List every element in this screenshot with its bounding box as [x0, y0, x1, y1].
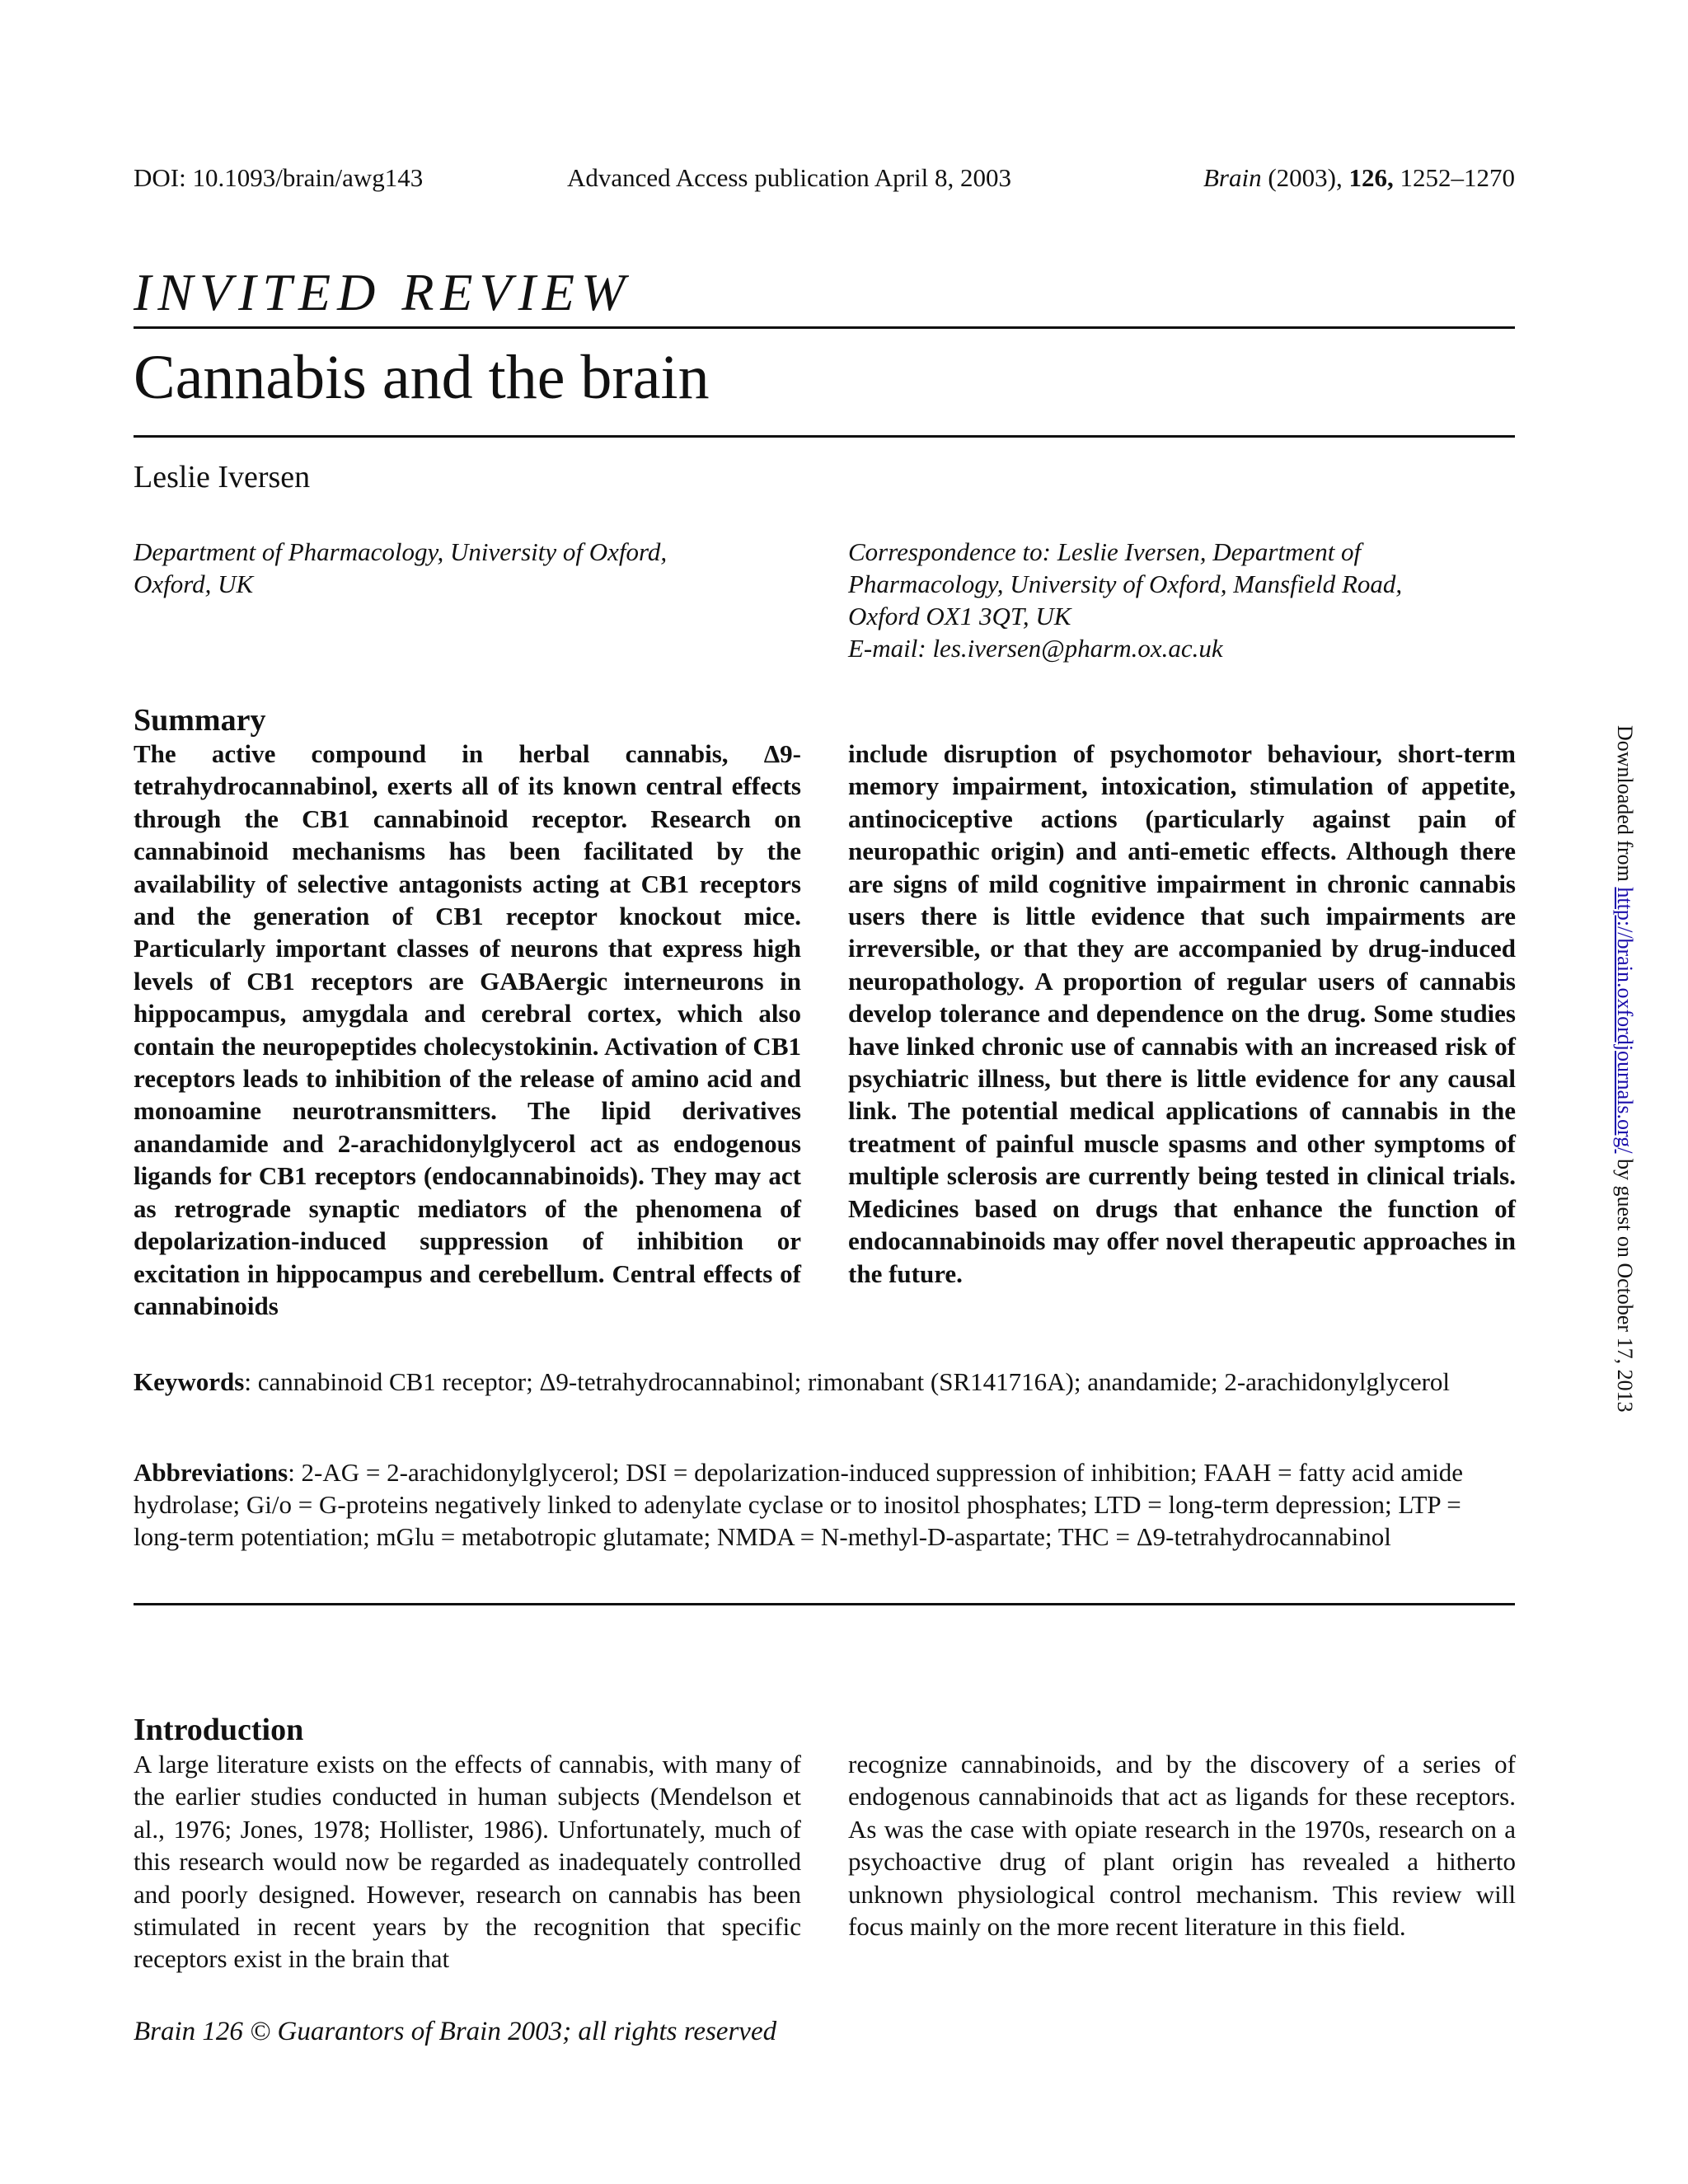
doi: DOI: 10.1093/brain/awg143 — [134, 163, 424, 192]
download-prefix: Downloaded from — [1613, 725, 1637, 888]
keywords-text: : cannabinoid CB1 receptor; Δ9-tetrahydrocannabinol; rimonabant (SR141716A); anandamide; 2-arachidonylglycerol — [244, 1367, 1451, 1396]
summary-col-2: include disruption of psychomotor behaviour, short-term memory impairment, intoxication, stimulation of appetite, antinociceptive actions (particularly against pain of neuropathic origin) and anti-emetic effects. Although there are signs of mild cognitive impairment in chronic cannabis users there is little evidence that such impairments are irreversible, or that they are accompanied by drug-induced neuropathology. A proportion of regular users of cannabis develop tolerance and dependence on the drug. Some studies have linked chronic use of cannabis with an increased risk of psychiatric illness, but there is little evidence for any causal link. The potential medical applications of cannabis in the treatment of painful muscle spasms and other symptoms of multiple sclerosis are currently being tested in clinical trials. Medicines based on drugs that enhance the function of endocannabinoids may offer novel therapeutic approaches in the future. — [848, 739, 1516, 1288]
journal-link[interactable]: http://brain.oxfordjournals.org/ — [1613, 887, 1637, 1154]
introduction-col-2: recognize cannabinoids, and by the discovery of a series of endogenous cannabinoids that act as ligands for these receptors. As was the case with opiate research in the 1970s, research on a psychoactive drug of plant origin has revealed a hitherto unknown physiological control mechanism. This review will focus mainly on the more recent literature in this field. — [848, 1750, 1516, 1942]
rule-top — [134, 326, 1515, 329]
citation — [1203, 163, 1515, 193]
page-title: Cannabis and the brain — [134, 343, 710, 412]
download-stamp — [1612, 725, 1637, 1413]
introduction-heading: Introduction — [134, 1713, 304, 1747]
abbreviations-label: Abbreviations — [134, 1458, 288, 1487]
affiliation: Department of Pharmacology, University of Oxford, Oxford, UK — [134, 537, 668, 598]
abbreviations-text: : 2-AG = 2-arachidonylglycerol; DSI = depolarization-induced suppression of inhibition; FAAH = fatty acid amide hydrolase; Gi/o = G-proteins negatively linked to adenylate cyclase or to inositol phosphates; LTD = long-term depression; LTP = long-term potentiation; mGlu = metabotropic glutamate; NMDA = N-methyl-D-aspartate; THC = Δ9-tetrahydrocannabinol — [134, 1458, 1464, 1551]
keywords — [134, 1366, 1515, 1398]
author: Leslie Iversen — [134, 460, 311, 494]
article-type: INVITED REVIEW — [134, 263, 632, 321]
introduction-col-1: A large literature exists on the effects of cannabis, with many of the earlier studies conducted in human subjects (Mendelson et al., 1976; Jones, 1978; Hollister, 1986). Unfortunately, much of this research would now be regarded as inadequately controlled and poorly designed. However, research on cannabis has been stimulated in recent years by the recognition that specific receptors exist in the brain that — [134, 1750, 801, 1974]
copyright-footer: Brain 126 © Guarantors of Brain 2003; all rights reserved — [134, 2017, 777, 2046]
correspondence: Correspondence to: Leslie Iversen, Department of Pharmacology, University of Oxford, Mansfield Road, Oxford OX1 3QT, UK E-mail: les.iversen@pharm.ox.ac.uk — [848, 537, 1403, 663]
year: (2003), — [1268, 163, 1343, 192]
rule-title — [134, 435, 1515, 438]
abbreviations — [134, 1456, 1515, 1553]
access-date: Advanced Access publication April 8, 2003 — [567, 163, 1011, 192]
summary-heading: Summary — [134, 703, 266, 738]
pages: 1252–1270 — [1400, 163, 1515, 192]
download-suffix: by guest on October 17, 2013 — [1613, 1153, 1637, 1413]
summary-col-1: The active compound in herbal cannabis, Δ9-tetrahydrocannabinol, exerts all of its known central effects through the CB1 cannabinoid receptor. Research on cannabinoid mechanisms has been facilitated by the availability of selective antagonists acting at CB1 receptors and the generation of CB1 receptor knockout mice. Particularly important classes of neurons that express high levels of CB1 receptors are GABAergic interneurons in hippocampus, amygdala and cerebral cortex, which also contain the neuropeptides cholecystokinin. Activation of CB1 receptors leads to inhibition of the release of amino acid and monoamine neurotransmitters. The lipid derivatives anandamide and 2-arachidonylglycerol act as endogenous ligands for CB1 receptors (endocannabinoids). They may act as retrograde synaptic mediators of the phenomena of depolarization-induced suppression of inhibition or excitation in hippocampus and cerebellum. Central effects of cannabinoids — [134, 739, 801, 1320]
rule-bottom — [134, 1603, 1515, 1605]
journal-name: Brain — [1203, 163, 1262, 192]
keywords-label: Keywords — [134, 1367, 245, 1396]
volume: 126, — [1348, 163, 1394, 192]
